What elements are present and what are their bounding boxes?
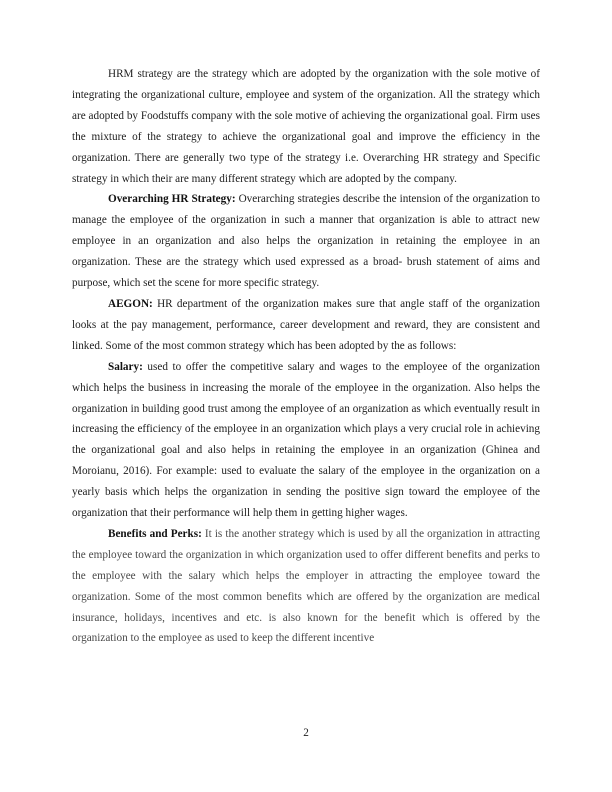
paragraph-benefits-perks (72, 524, 540, 649)
paragraph-salary (72, 357, 540, 524)
paragraph-heading: Salary: (108, 360, 143, 373)
paragraph-text: Overarching strategies describe the intension of the organization to manage the employee of the organization in such a manner that organization is able to attract new employee in an organization and also helps the organization in retaining the employee in an organization. These are the strategy which used expressed as a broad- brush statement of aims and purpose, which set the scene for more specific strategy. (72, 193, 540, 290)
paragraph-heading: AEGON: (108, 297, 153, 310)
paragraph-aegon (72, 294, 540, 357)
paragraph-overarching-strategy (72, 189, 540, 294)
page-number: 2 (303, 727, 309, 739)
paragraph-text: used to offer the competitive salary and wages to the employee of the organization which helps the business in increasing the morale of the employee in the organization. Also helps the organization in building good trust among the employee of an organization as which eventually result in increasing the efficiency of the employee in an organization which plays a very crucial role in achieving the organizational goal and also helps in retaining the employee in an organization (Ghinea and Moroianu, 2016). For example: used to evaluate the salary of the employee in the organization on a yearly basis which helps the organization in sending the positive sign toward the employee of the organization that their performance will help them in getting higher wages. (72, 360, 540, 520)
paragraph-hrm-strategy (72, 64, 540, 189)
paragraph-text: It is the another strategy which is used by all the organization in attracting the employee toward the organization in which organization used to offer different benefits and perks to the employee with the salary which helps the employer in attracting the employee toward the organization. Some of the most common benefits which are offered by the organization are medical insurance, holidays, incentives and etc. is also known for the benefit which is offered by the organization to the employee as used to keep the different incentive (72, 527, 540, 645)
paragraph-heading: Overarching HR Strategy: (108, 193, 236, 206)
body-text (72, 64, 540, 649)
paragraph-text: HRM strategy are the strategy which are adopted by the organization with the sole motive of integrating the organizational culture, employee and system of the organization. All the strategy which are adopted by Foodstuffs company with the sole motive of achieving the organizational goal. Firm uses the mixture of the strategy to achieve the organizational goal and improve the efficiency in the organization. There are generally two type of the strategy i.e. Overarching HR strategy and Specific strategy in which their are many different strategy which are adopted by the company. (72, 68, 540, 185)
paragraph-heading: Benefits and Perks: (108, 527, 202, 540)
paragraph-text: HR department of the organization makes sure that angle staff of the organization looks at the pay management, performance, career development and reward, they are consistent and linked. Some of the most common strategy which has been adopted by the as follows: (72, 297, 540, 352)
